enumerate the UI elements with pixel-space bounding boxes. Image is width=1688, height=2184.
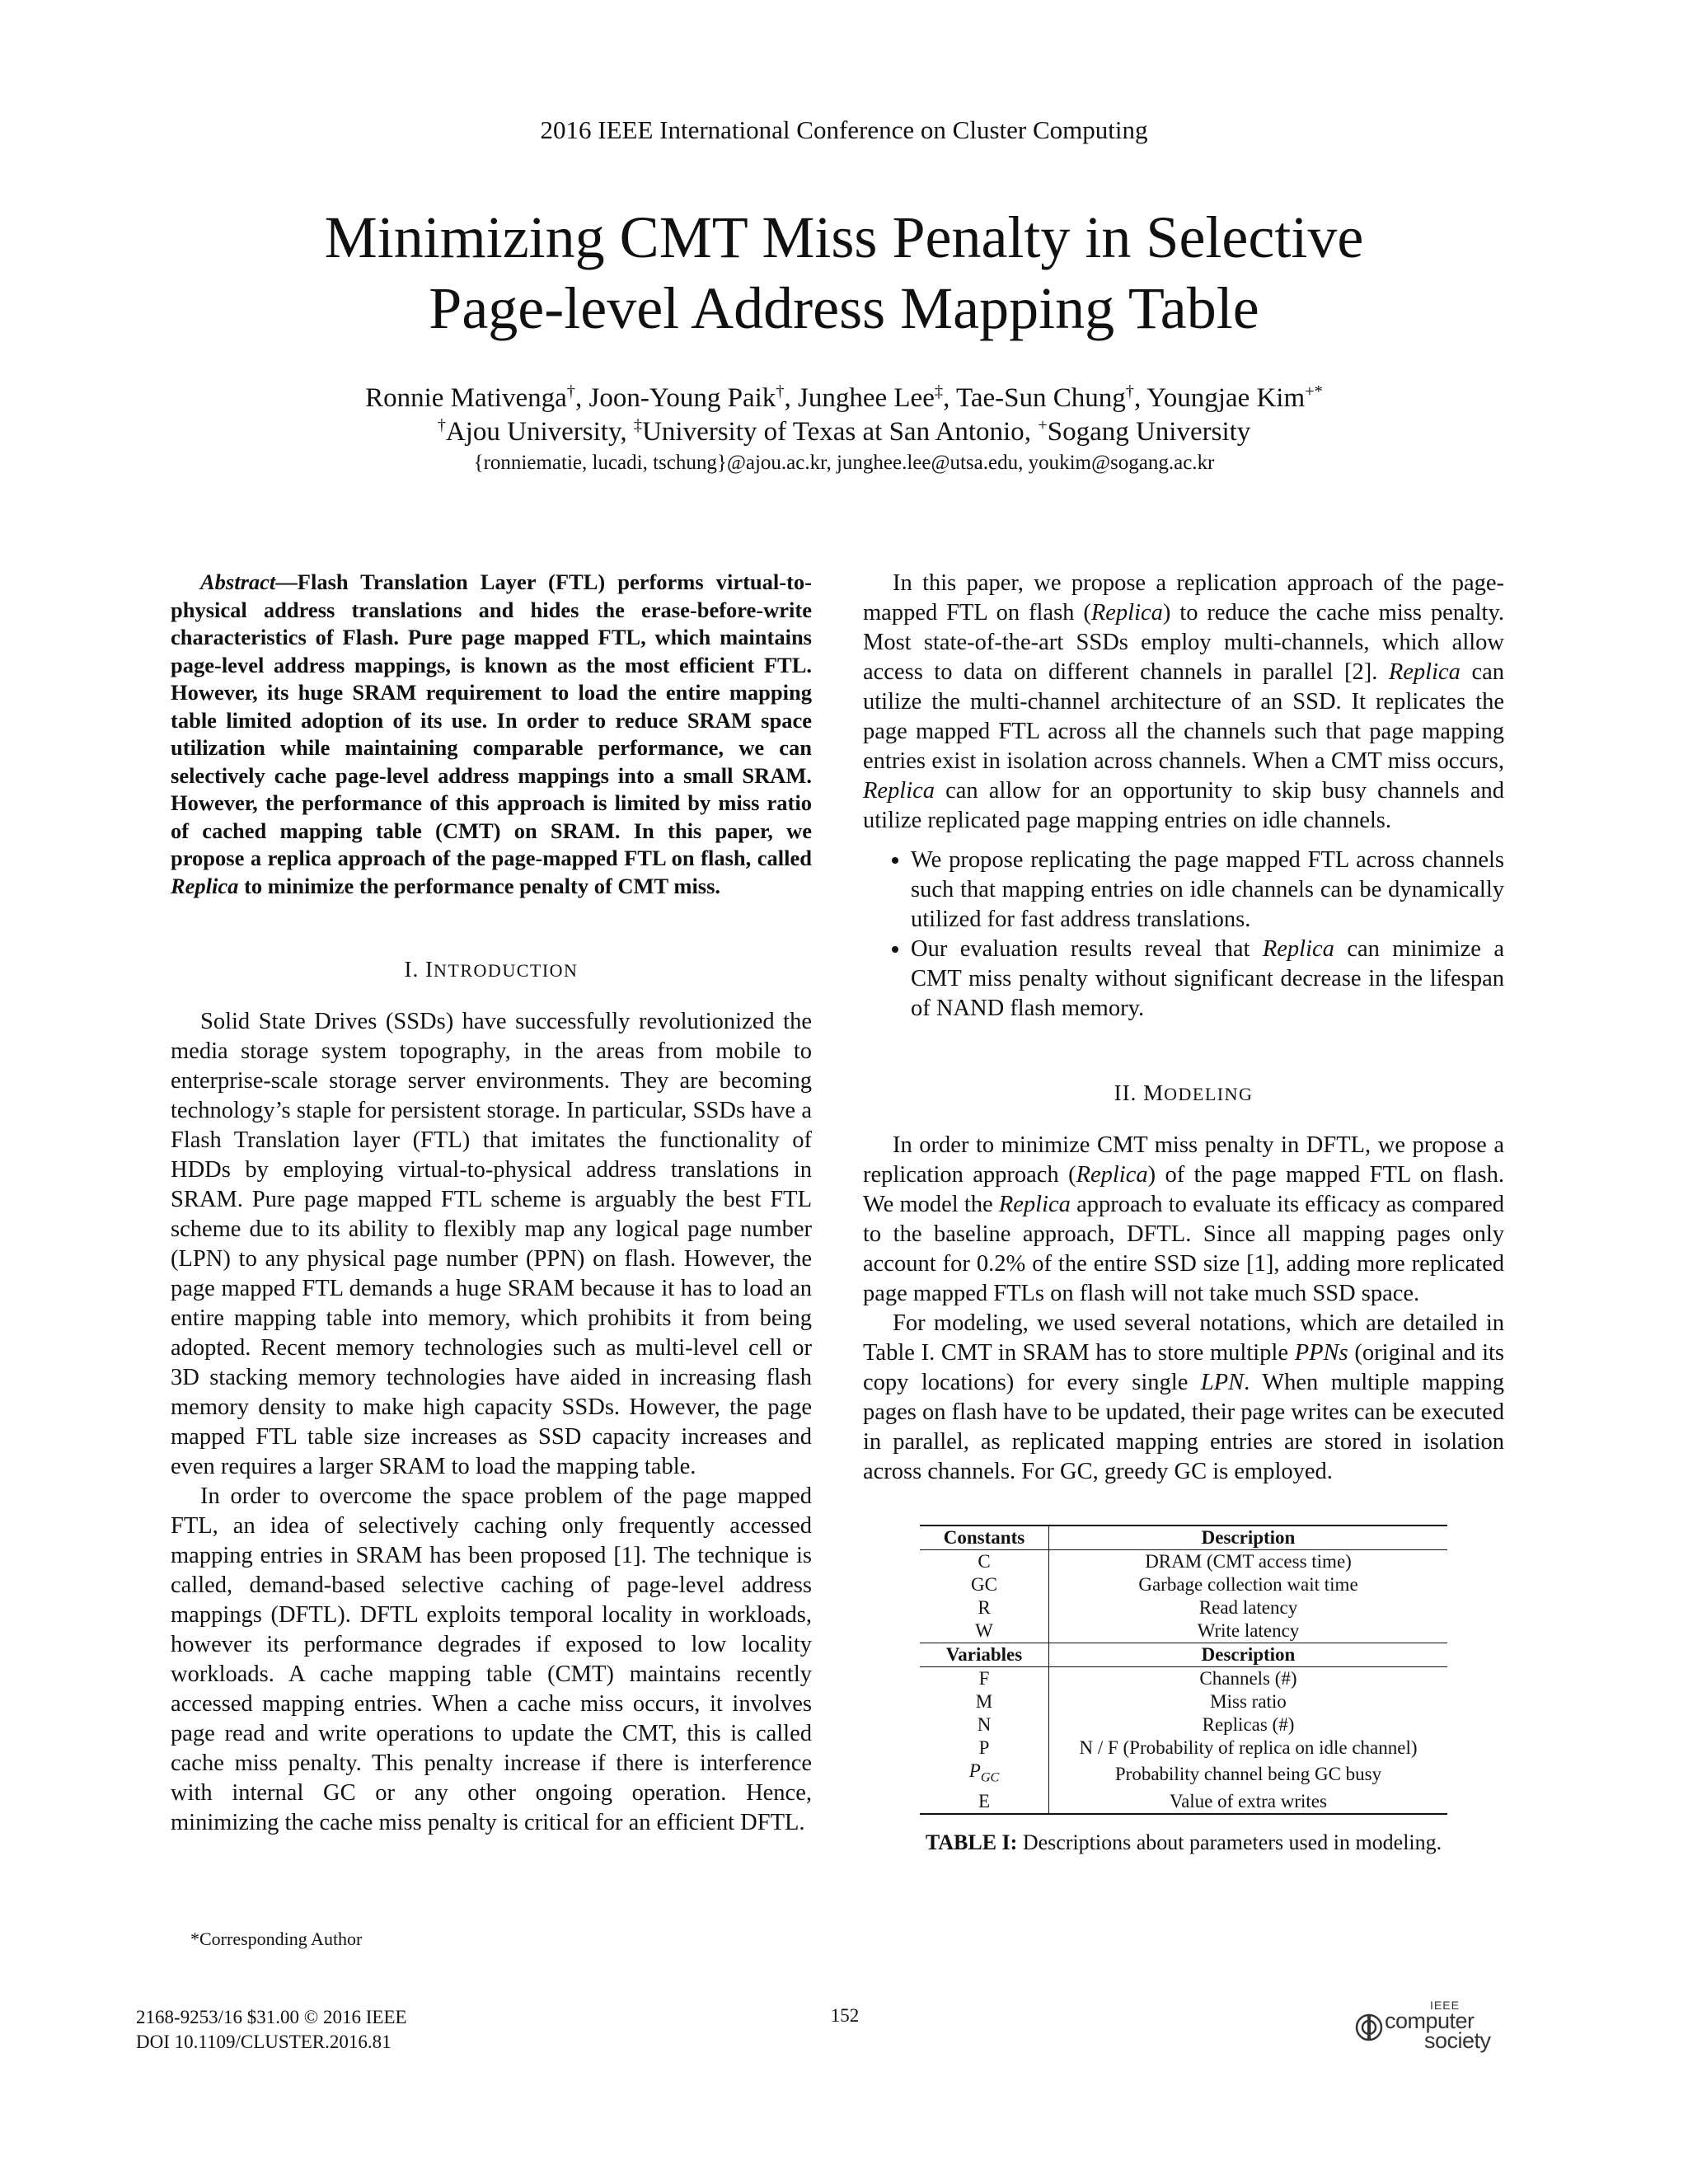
- author-name: Youngjae Kim: [1146, 383, 1306, 413]
- table-header-cell: Constants: [920, 1526, 1049, 1550]
- title-line-1: Minimizing CMT Miss Penalty in Selective: [324, 204, 1364, 270]
- table-cell: Probability channel being GC busy: [1114, 1764, 1382, 1785]
- table-row: [920, 1760, 1447, 1790]
- right-column: [863, 569, 1504, 1858]
- emphasis-replica: Replica: [1262, 936, 1334, 962]
- abstract-emphasis: Replica: [171, 873, 239, 898]
- footer-copyright: [136, 2005, 407, 2055]
- affiliation: University of Texas at San Antonio: [642, 417, 1025, 447]
- author-name: Joon-Young Paik: [588, 383, 776, 413]
- table-row: [920, 1550, 1447, 1574]
- table-cell: M: [920, 1690, 1049, 1713]
- text-run: In order to minimize CMT miss penalty in DFTL, we propose a replication approach (: [863, 1132, 1504, 1188]
- title-line-2: Page-level Address Mapping Table: [429, 275, 1259, 341]
- emphasis-replica: Replica: [998, 1192, 1071, 1217]
- table-row: [920, 1573, 1447, 1596]
- text-run: can utilize the multi-channel architecture of an SSD. It replicates the page mapped FTL across all the channels such that page mapping entries exist in isolation across channels. When a CMT miss occurs,: [863, 659, 1504, 774]
- table-row: [920, 1790, 1447, 1814]
- text-run: ) to reduce the cache miss penalty. Most state-of-the-art SSDs employ multi-channels, which allow access to data on different channels in parallel [2].: [863, 600, 1505, 685]
- table-cell: W: [920, 1619, 1049, 1643]
- text-run: Our evaluation results reveal that: [911, 936, 1263, 962]
- logo-line-1: computer: [1385, 2008, 1475, 2033]
- author-mark: +*: [1305, 382, 1323, 401]
- abstract: Abstract—Flash Translation Layer (FTL) performs virtual-to-physical address translations and hides the erase-before-write characteristics of Flash. Pure page mapped FTL, which maintains page-level address mappings, is known as the most efficient FTL. However, its huge SRAM requirement to load the entire mapping table limited adoption of its use. In order to reduce SRAM space utilization while maintaining comparable performance, we can selectively cache page-level address mappings into a small SRAM. However, the performance of this approach is limited by miss ratio of cached mapping table (CMT) on SRAM. In this paper, we propose a replica approach of the page-mapped FTL on flash, called Replica to minimize the performance penalty of CMT miss.: [171, 569, 812, 898]
- table-cell: R: [920, 1596, 1049, 1619]
- author-mark: †: [566, 382, 575, 401]
- contribution-list: [863, 846, 1504, 1024]
- table-cell: Read latency: [1198, 1597, 1298, 1618]
- table-cell: DRAM (CMT access time): [1145, 1551, 1352, 1572]
- table-row: [920, 1690, 1447, 1713]
- table-row: [920, 1713, 1447, 1736]
- section-heading-modeling: [863, 1078, 1504, 1109]
- footer-doi: DOI 10.1109/CLUSTER.2016.81: [136, 2032, 392, 2052]
- emphasis-replica: Replica: [1090, 600, 1163, 626]
- section-title-initial: M: [1143, 1080, 1165, 1105]
- abstract-label: Abstract: [200, 569, 276, 594]
- text-run: . When multiple mapping pages on flash have to be updated, their page writes can be executed in parallel, as replicated mapping entries are stored in isolation across channels. For GC, greedy GC is employed.: [863, 1370, 1505, 1484]
- paper-title: [185, 202, 1503, 344]
- table-cell: Miss ratio: [1210, 1691, 1287, 1712]
- logo-ieee-text: IEEE: [1430, 1999, 1460, 2012]
- table-cell: P: [920, 1736, 1049, 1760]
- abstract-text-end: to minimize the performance penalty of CMT miss.: [238, 873, 721, 898]
- logo-line-2: society: [1424, 2028, 1491, 2053]
- section-numeral: I.: [404, 957, 420, 982]
- text-run: (original and its copy locations) for every single: [863, 1340, 1505, 1395]
- computer-society-emblem-icon: [1355, 2013, 1383, 2041]
- affiliation-mark: +: [1038, 416, 1048, 434]
- modeling-paragraph-2: [863, 1309, 1504, 1487]
- table-row: [920, 1736, 1447, 1760]
- table-row: [920, 1596, 1447, 1619]
- parameters-table: [920, 1525, 1447, 1815]
- author-mark: †: [1125, 382, 1134, 401]
- modeling-paragraph-1: [863, 1131, 1504, 1309]
- table-cell: C: [920, 1550, 1049, 1574]
- affiliation-list: †Ajou University, ‡University of Texas at San Antonio, +Sogang University: [437, 416, 1251, 447]
- author-mark: †: [776, 382, 785, 401]
- emphasis-replica: Replica: [863, 778, 935, 804]
- table-header-cell: Variables: [920, 1643, 1049, 1667]
- page-number: 152: [830, 2005, 860, 2026]
- author-emails: {ronniematie, lucadi, tschung}@ajou.ac.kr, junghee.lee@utsa.edu, youkim@sogang.ac.kr: [473, 452, 1215, 474]
- table-cell: N: [920, 1713, 1049, 1736]
- intro-paragraph-3: [863, 569, 1504, 836]
- table-header-row: [920, 1526, 1447, 1550]
- table-header-row: [920, 1643, 1447, 1667]
- table-cell: Write latency: [1197, 1620, 1300, 1641]
- conference-header: 2016 IEEE International Conference on Cluster Computing: [540, 115, 1148, 144]
- table-row: [920, 1667, 1447, 1691]
- section-title-rest: NTRODUCTION: [434, 960, 579, 981]
- author-name: Ronnie Mativenga: [365, 383, 567, 413]
- list-item: [911, 935, 1504, 1024]
- corresponding-author-footnote: *Corresponding Author: [190, 1929, 363, 1949]
- section-heading-introduction: [171, 954, 812, 986]
- author-name: Junghee Lee: [798, 383, 935, 413]
- author-list: Ronnie Mativenga†, Joon-Young Paik†, Junghee Lee‡, Tae-Sun Chung†, Youngjae Kim+*: [365, 382, 1323, 413]
- affiliation-mark: †: [437, 416, 446, 434]
- abstract-text: Flash Translation Layer (FTL) performs virtual-to-physical address translations and hides the erase-before-write characteristics of Flash. Pure page mapped FTL, which maintains page-level address mappings, is known as the most efficient FTL. However, its huge SRAM requirement to load the entire mapping table limited adoption of its use. In order to reduce SRAM space utilization while maintaining comparable performance, we can selectively cache page-level address mappings into a small SRAM. However, the performance of this approach is limited by miss ratio of cached mapping table (CMT) on SRAM. In this paper, we propose a replica approach of the page-mapped FTL on flash, called: [171, 569, 812, 870]
- table-row: [920, 1619, 1447, 1643]
- section-title-initial: I: [425, 957, 434, 982]
- emphasis-replica: Replica: [1076, 1162, 1148, 1188]
- table-header-cell: Description: [1049, 1526, 1448, 1550]
- footer-issn: 2168-9253/16 $31.00 © 2016 IEEE: [136, 2007, 407, 2027]
- text-run: ) of the page mapped FTL on flash. We model the: [863, 1162, 1504, 1217]
- table-cell: Channels (#): [1199, 1668, 1297, 1689]
- author-mark: ‡: [934, 382, 944, 401]
- author-block: [185, 382, 1503, 477]
- table-caption-label: TABLE I:: [925, 1830, 1018, 1854]
- table-caption: [863, 1828, 1504, 1858]
- table-caption-text: Descriptions about parameters used in modeling.: [1017, 1830, 1442, 1854]
- table-cell: N / F (Probability of replica on idle channel): [1079, 1737, 1418, 1758]
- emphasis-ppns: PPNs: [1294, 1340, 1348, 1366]
- left-column: [171, 569, 812, 1838]
- affiliation-mark: ‡: [633, 416, 643, 434]
- ieee-computer-society-logo: [1352, 1999, 1508, 2056]
- table-cell: Value of extra writes: [1049, 1790, 1448, 1814]
- table-cell: GC: [920, 1573, 1049, 1596]
- section-title-rest: ODELING: [1164, 1084, 1254, 1104]
- intro-paragraph-1: Solid State Drives (SSDs) have successfully revolutionized the media storage system topography, in the areas from mobile to enterprise-scale storage server environments. They are becoming technology’s staple for persistent storage. In particular, SSDs have a Flash Translation layer (FTL) that imitates the functionality of HDDs by employing virtual-to-physical address translations in SRAM. Pure page mapped FTL scheme is arguably the best FTL scheme due to its ability to flexibly map any logical page number (LPN) to any physical page number (PPN) on flash. However, the page mapped FTL demands a huge SRAM because it has to load an entire mapping table into memory, which prohibits it from being adopted. Recent memory technologies such as multi-level cell or 3D stacking memory technologies have aided in increasing flash memory density to make high capacity SSDs. However, the page mapped FTL table size increases as SSD capacity increases and even requires a larger SRAM to load the mapping table.: [171, 1009, 812, 1479]
- pgc-subscript: GC: [980, 1770, 1000, 1785]
- table-cell: Replicas (#): [1202, 1714, 1295, 1735]
- text-run: In this paper, we propose a replication approach of the page-mapped FTL on flash (: [863, 570, 1504, 626]
- intro-paragraph-2: In order to overcome the space problem of the page mapped FTL, an idea of selectively caching only frequently accessed mapping entries in SRAM has been proposed [1]. The technique is called, demand-based selective caching of page-level address mappings (DFTL). DFTL exploits temporal locality in workloads, however its performance degrades if exposed to low locality workloads. A cache mapping table (CMT) maintains recently accessed mapping entries. When a cache miss occurs, it involves page read and write operations to update the CMT, this is called cache miss penalty. This penalty increase if there is interference with internal GC or any other ongoing operation. Hence, minimizing the cache miss penalty is critical for an efficient DFTL.: [171, 1483, 812, 1835]
- table-cell: E: [920, 1790, 1049, 1814]
- author-name: Tae-Sun Chung: [955, 383, 1126, 413]
- pgc-symbol: P: [968, 1760, 981, 1781]
- table-cell: F: [920, 1667, 1049, 1691]
- emphasis-lpn: LPN: [1200, 1370, 1245, 1395]
- text-run: can allow for an opportunity to skip busy channels and utilize replicated page mapping entries on idle channels.: [863, 778, 1504, 833]
- emphasis-replica: Replica: [1388, 659, 1461, 685]
- text-run: For modeling, we used several notations, which are detailed in Table I. CMT in SRAM has to store multiple: [863, 1310, 1504, 1366]
- section-numeral: II.: [1114, 1080, 1137, 1105]
- table-cell-pgc: [920, 1760, 1049, 1790]
- affiliation: Sogang University: [1047, 417, 1251, 447]
- text-run: can minimize a CMT miss penalty without significant decrease in the lifespan of NAND flash memory.: [911, 936, 1504, 1021]
- affiliation: Ajou University: [445, 417, 621, 447]
- list-item: • We propose replicating the page mapped FTL across channels such that mapping entries on idle channels can be dynamically utilized for fast address translations.: [911, 846, 1504, 935]
- table-cell: Garbage collection wait time: [1138, 1574, 1358, 1595]
- text-run: approach to evaluate its efficacy as compared to the baseline approach, DFTL. Since all mapping pages only account for 0.2% of the entire SSD size [1], adding more replicated page mapped FTLs on flash will not take much SSD space.: [863, 1192, 1504, 1306]
- table-header-cell: Description: [1049, 1643, 1448, 1667]
